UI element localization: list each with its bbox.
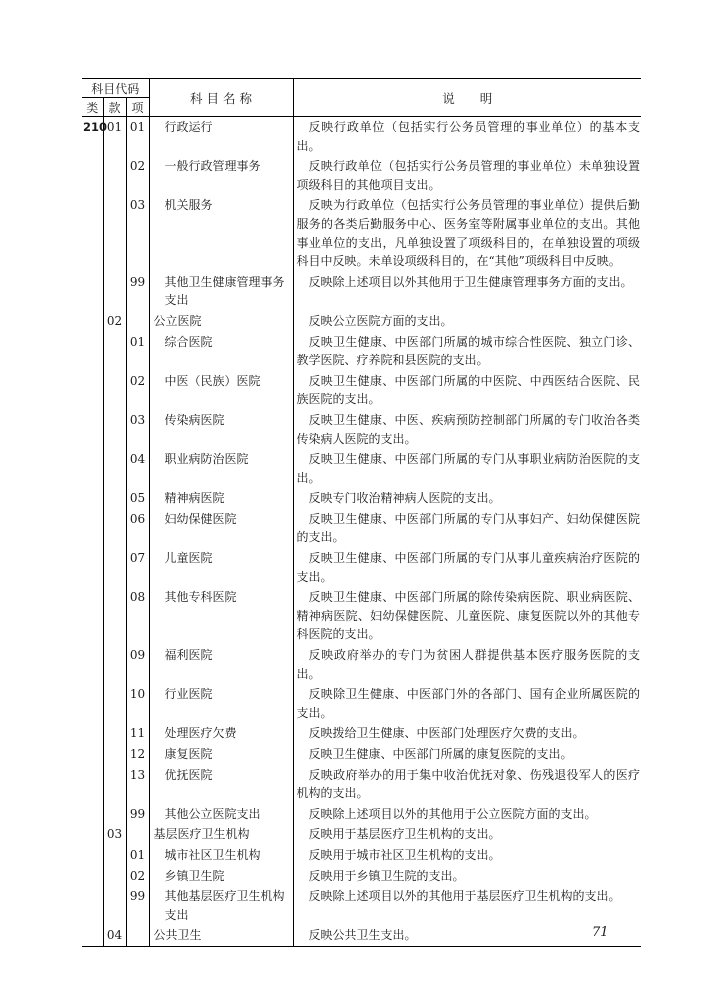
kuan-code: 01	[103, 117, 126, 157]
table-row	[82, 765, 641, 804]
subject-description: 反映政府举办的专门为贫困人群提供基本医疗服务医院的支出。	[296, 648, 640, 681]
kuan-code	[103, 845, 126, 866]
table-row	[82, 509, 641, 548]
subject-name: 儿童医院	[149, 548, 293, 587]
subject-name: 优抚医院	[149, 765, 293, 804]
kuan-code	[103, 449, 126, 488]
subject-description: 反映行政单位（包括实行公务员管理的事业单位）的基本支出。	[296, 120, 640, 153]
lei-code	[82, 744, 103, 765]
subject-description: 反映卫生健康、中医部门所属的专门从事妇产、妇幼保健医院的支出。	[296, 511, 640, 545]
subject-name: 基层医疗卫生机构	[149, 824, 293, 845]
kuan-code: 03	[103, 824, 126, 845]
xiang-code: 07	[126, 548, 149, 587]
lei-code: 210	[82, 117, 103, 157]
lei-code	[82, 371, 103, 410]
xiang-code: 03	[126, 195, 149, 271]
lei-code	[82, 824, 103, 845]
subject-description: 反映拨给卫生健康、中医部门处理医疗欠费的支出。	[308, 726, 585, 741]
table-row	[82, 744, 641, 765]
subject-name: 其他专科医院	[149, 587, 293, 645]
subject-description: 反映用于乡镇卫生院的支出。	[308, 868, 465, 883]
xiang-code: 02	[126, 156, 149, 195]
xiang-code: 10	[126, 684, 149, 723]
kuan-code	[103, 804, 126, 825]
subject-description: 反映卫生健康、中医部门所属的专门从事儿童疾病治疗医院的支出。	[296, 551, 640, 584]
lei-code	[82, 410, 103, 449]
xiang-code: 13	[126, 765, 149, 804]
xiang-code: 02	[126, 371, 149, 410]
subject-description: 反映专门收治精神病人医院的支出。	[308, 491, 501, 506]
subject-name: 处理医疗欠费	[149, 723, 293, 744]
subject-name: 康复医院	[149, 744, 293, 765]
lei-code	[82, 311, 103, 332]
kuan-code: 04	[103, 925, 126, 946]
subject-name: 行政运行	[149, 117, 293, 157]
kuan-code	[103, 410, 126, 449]
subject-name: 一般行政管理事务	[149, 156, 293, 195]
lei-code	[82, 804, 103, 825]
lei-code	[82, 684, 103, 723]
lei-code	[82, 765, 103, 804]
kuan-code	[103, 587, 126, 645]
lei-code	[82, 925, 103, 946]
lei-code	[82, 488, 103, 509]
subject-description: 反映除上述项目以外的其他用于基层医疗卫生机构的支出。	[308, 889, 621, 904]
table-row	[82, 824, 641, 845]
table-row	[82, 845, 641, 866]
subject-name: 职业病防治医院	[149, 449, 293, 488]
table-row	[82, 548, 641, 587]
subject-name: 城市社区卫生机构	[149, 845, 293, 866]
subject-description: 反映用于基层医疗卫生机构的支出。	[308, 827, 501, 842]
subject-description: 反映卫生健康、中医部门所属的专门从事职业病防治医院的支出。	[296, 452, 640, 485]
subject-name: 传染病医院	[149, 410, 293, 449]
table-header	[82, 79, 641, 117]
kuan-code	[103, 156, 126, 195]
subject-name: 妇幼保健医院	[149, 509, 293, 548]
subject-name: 公立医院	[149, 311, 293, 332]
xiang-code	[126, 311, 149, 332]
lei-code	[82, 272, 103, 311]
kuan-code	[103, 332, 126, 371]
subject-name: 行业医院	[149, 684, 293, 723]
lei-code	[82, 195, 103, 271]
lei-code	[82, 886, 103, 925]
xiang-code	[126, 824, 149, 845]
xiang-code: 01	[126, 332, 149, 371]
xiang-code: 05	[126, 488, 149, 509]
subject-name: 机关服务	[149, 195, 293, 271]
kuan-code	[103, 371, 126, 410]
xiang-code: 99	[126, 886, 149, 925]
table-row	[82, 488, 641, 509]
xiang-code: 11	[126, 723, 149, 744]
table-row	[82, 587, 641, 645]
kuan-code	[103, 684, 126, 723]
subject-description: 反映除卫生健康、中医部门外的各部门、国有企业所属医院的支出。	[296, 687, 640, 720]
xiang-code: 12	[126, 744, 149, 765]
table-row	[82, 866, 641, 887]
kuan-code	[103, 866, 126, 887]
description-header: 说 明	[293, 79, 641, 117]
lei-code	[82, 548, 103, 587]
lei-header: 类	[82, 98, 103, 117]
kuan-code	[103, 645, 126, 684]
table-row	[82, 645, 641, 684]
lei-code	[82, 509, 103, 548]
xiang-code: 06	[126, 509, 149, 548]
lei-code	[82, 723, 103, 744]
subject-name: 综合医院	[149, 332, 293, 371]
table-row	[82, 311, 641, 332]
table-row	[82, 117, 641, 157]
subject-description: 反映除上述项目以外的其他用于公立医院方面的支出。	[308, 806, 597, 821]
subject-description: 反映公共卫生支出。	[293, 925, 641, 946]
xiang-code: 01	[126, 117, 149, 157]
subject-name: 中医（民族）医院	[149, 371, 293, 410]
table-body	[82, 117, 641, 947]
kuan-code	[103, 723, 126, 744]
kuan-code	[103, 765, 126, 804]
subject-description: 反映卫生健康、中医、疾病预防控制部门所属的专门收治各类传染病人医院的支出。	[296, 412, 640, 446]
xiang-code: 03	[126, 410, 149, 449]
xiang-code: 08	[126, 587, 149, 645]
subject-name: 公共卫生	[149, 925, 293, 946]
xiang-code: 99	[126, 272, 149, 311]
table-row	[82, 684, 641, 723]
lei-code	[82, 645, 103, 684]
code-group-header: 科目代码	[82, 79, 149, 98]
subject-name: 乡镇卫生院	[149, 866, 293, 887]
subject-description: 反映公立医院方面的支出。	[308, 313, 453, 328]
kuan-code: 02	[103, 311, 126, 332]
kuan-code	[103, 195, 126, 271]
subject-name: 精神病医院	[149, 488, 293, 509]
kuan-code	[103, 272, 126, 311]
subject-description: 反映卫生健康、中医部门所属的中医院、中西医结合医院、民族医院的支出。	[296, 373, 640, 407]
kuan-code	[103, 744, 126, 765]
xiang-header: 项	[126, 98, 149, 117]
xiang-code: 01	[126, 845, 149, 866]
lei-code	[82, 587, 103, 645]
table-row	[82, 156, 641, 195]
table-row	[82, 886, 641, 925]
lei-code	[82, 156, 103, 195]
subject-description: 反映卫生健康、中医部门所属的康复医院的支出。	[308, 747, 573, 761]
subject-description: 反映用于城市社区卫生机构的支出。	[308, 847, 501, 862]
xiang-code: 04	[126, 449, 149, 488]
table-row	[82, 925, 641, 946]
xiang-code	[126, 925, 149, 946]
xiang-code: 09	[126, 645, 149, 684]
xiang-code: 02	[126, 866, 149, 887]
table-row	[82, 410, 641, 449]
kuan-code	[103, 509, 126, 548]
subject-description: 反映卫生健康、中医部门所属的除传染病医院、职业病医院、精神病医院、妇幼保健医院、儿童医院、康复医院以外的其他专科医院的支出。	[296, 590, 640, 642]
kuan-header: 款	[103, 98, 126, 117]
subject-name: 其他基层医疗卫生机构支出	[149, 886, 293, 925]
subject-name: 其他公立医院支出	[149, 804, 293, 825]
subject-description: 反映卫生健康、中医部门所属的城市综合性医院、独立门诊、教学医院、疗养院和县医院的支出。	[296, 334, 640, 368]
table-row	[82, 723, 641, 744]
subject-description: 反映为行政单位（包括实行公务员管理的事业单位）提供后勤服务的各类后勤服务中心、医务室等附属事业单位的支出。其他事业单位的支出，凡单独设置了项级科目的，在单独设置的项级科目中反映。未单设项级科目的，在“其他”项级科目中反映。	[296, 198, 640, 269]
table-row	[82, 195, 641, 271]
kuan-code	[103, 548, 126, 587]
lei-code	[82, 866, 103, 887]
subject-name: 其他卫生健康管理事务支出	[149, 272, 293, 311]
lei-code	[82, 332, 103, 371]
table-row	[82, 332, 641, 371]
kuan-code	[103, 488, 126, 509]
subject-description: 反映除上述项目以外其他用于卫生健康管理事务方面的支出。	[308, 274, 633, 289]
table-row	[82, 371, 641, 410]
subject-name-header: 科 目 名 称	[149, 79, 293, 117]
table-row	[82, 449, 641, 488]
subject-description: 反映行政单位（包括实行公务员管理的事业单位）未单独设置项级科目的其他项目支出。	[296, 159, 640, 192]
xiang-code: 99	[126, 804, 149, 825]
subject-name: 福利医院	[149, 645, 293, 684]
lei-code	[82, 449, 103, 488]
table-row	[82, 804, 641, 825]
page-number: 71	[592, 925, 609, 940]
lei-code	[82, 845, 103, 866]
table-row	[82, 272, 641, 311]
kuan-code	[103, 886, 126, 925]
subject-description: 反映政府举办的用于集中收治优抚对象、伤残退役军人的医疗机构的支出。	[296, 767, 640, 801]
budget-subject-table	[82, 78, 641, 947]
